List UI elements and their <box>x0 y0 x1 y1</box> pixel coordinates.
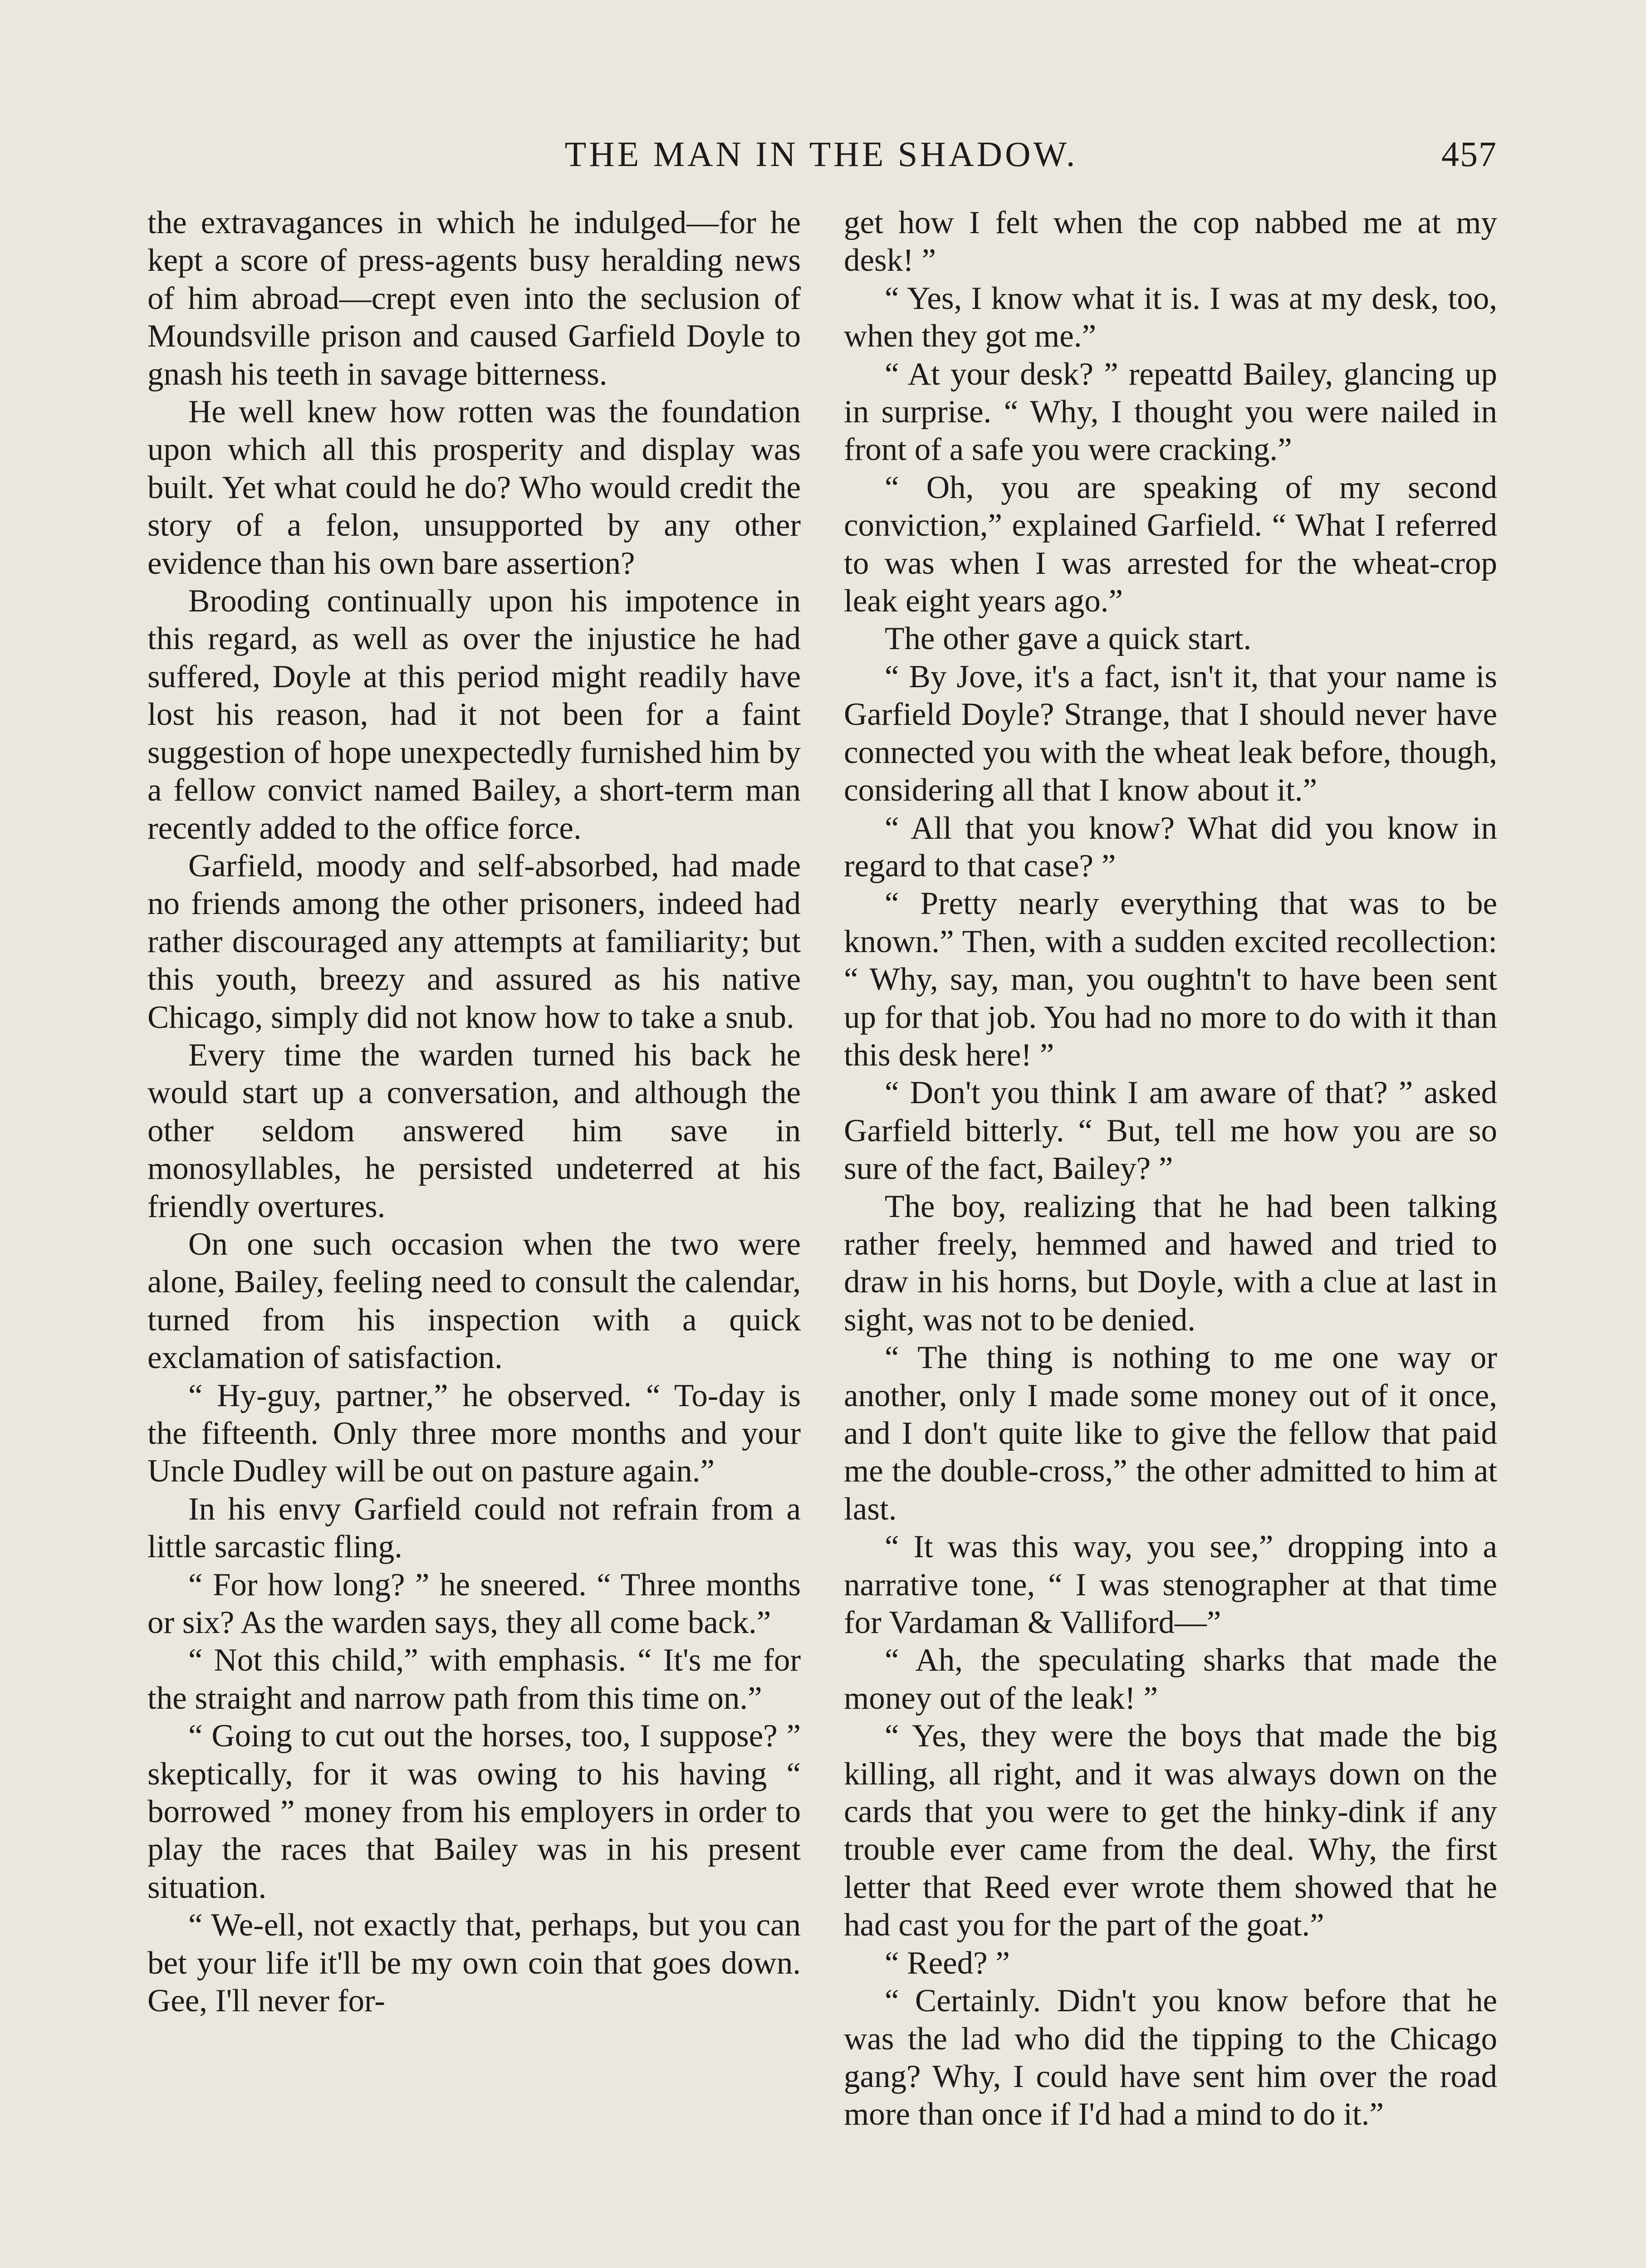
paragraph: “ All that you know? What did you know in regard to that case? ” <box>844 810 1497 884</box>
paragraph: He well knew how rotten was the foundation upon which all this prosperity and display was built. Yet what could he do? Who would credit the story of a felon, unsupported by any other evidence than his own bare assertion? <box>147 394 801 581</box>
paragraph: “ Yes, they were the boys that made the big killing, all right, and it was always down on the cards that you were to get the hinky-dink if any trouble ever came from the deal. Why, the first letter that Reed ever wrote them showed that he had cast you for the part of the goat.” <box>844 1718 1497 1943</box>
paragraph: “ By Jove, it's a fact, isn't it, that your name is Garfield Doyle? Strange, that I should never have connected you with the wheat leak before, though, considering all that I know about it.” <box>844 659 1497 808</box>
paragraph: “ Going to cut out the horses, too, I suppose? ” skeptically, for it was owing to his having “ borrowed ” money from his employers in order to play the races that Bailey was in his present situation. <box>147 1718 801 1905</box>
paragraph: “ It was this way, you see,” dropping into a narrative tone, “ I was stenographer at that time for Vardaman & Valliford—” <box>844 1529 1497 1641</box>
paragraph: Brooding continually upon his impotence in this regard, as well as over the injustice he had suffered, Doyle at this period might readily have lost his reason, had it not been for a faint suggestion of hope unexpectedly furnished him by a fellow convict named Bailey, a short-term man recently added to the office force. <box>147 583 801 846</box>
paragraph: The other gave a quick start. <box>885 621 1252 657</box>
paragraph: “ Certainly. Didn't you know before that he was the lad who did the tipping to the Chicago gang? Why, I could have sent him over the road more than once if I'd had a mind to do it.” <box>844 1983 1497 2132</box>
paragraph: Every time the warden turned his back he would start up a conversation, and although the other seldom answered him save in monosyllables, he persisted undeterred at his friendly overtures. <box>147 1037 801 1224</box>
paragraph: “ For how long? ” he sneered. “ Three months or six? As the warden says, they all come back.” <box>147 1567 801 1641</box>
paragraph: “ Pretty nearly everything that was to be known.” Then, with a sudden excited recollection: “ Why, say, man, you oughtn't to have been sent up for that job. You had no more to do with it than this desk here! ” <box>844 886 1497 1073</box>
paragraph: “ Yes, I know what it is. I was at my desk, too, when they got me.” <box>844 280 1497 354</box>
running-title: THE MAN IN THE SHADOW. <box>564 134 1078 174</box>
paragraph: “ Ah, the speculating sharks that made the money out of the leak! ” <box>844 1642 1497 1716</box>
running-head <box>145 129 1497 179</box>
paragraph: “ We-ell, not exactly that, perhaps, but you can bet your life it'll be my own coin that goes down. Gee, I'll never for- <box>147 1907 801 2019</box>
paragraph: “ Reed? ” <box>885 1945 1010 1981</box>
paragraph: “ Oh, you are speaking of my second conviction,” explained Garfield. “ What I referred to was when I was arrested for the wheat-crop leak eight years ago.” <box>844 469 1497 619</box>
paragraph: On one such occasion when the two were alone, Bailey, feeling need to consult the calendar, turned from his inspection with a quick exclamation of satisfaction. <box>147 1226 801 1376</box>
paragraph: “ At your desk? ” repeattd Bailey, glancing up in surprise. “ Why, I thought you were nailed in front of a safe you were cracking.” <box>844 356 1497 468</box>
paragraph: Garfield, moody and self-absorbed, had made no friends among the other prisoners, indeed had rather discouraged any attempts at familiarity; but this youth, breezy and assured as his native Chicago, simply did not know how to take a snub. <box>147 848 801 1035</box>
paragraph: The boy, realizing that he had been talking rather freely, hemmed and hawed and tried to draw in his horns, but Doyle, with a clue at last in sight, was not to be denied. <box>844 1188 1497 1338</box>
paragraph: In his envy Garfield could not refrain from a little sarcastic fling. <box>147 1491 801 1565</box>
paragraph: “ The thing is nothing to me one way or another, only I made some money out of it once, and I don't quite like to give the fellow that paid me the double-cross,” the other admitted to him at last. <box>844 1340 1497 1527</box>
right-column <box>844 204 1497 2134</box>
paragraph: “ Hy-guy, partner,” he observed. “ To-day is the fifteenth. Only three more months and your Uncle Dudley will be out on pasture again.” <box>147 1378 801 1489</box>
paragraph: “ Not this child,” with emphasis. “ It's me for the straight and narrow path from this time on.” <box>147 1642 801 1716</box>
paragraph: “ Don't you think I am aware of that? ” asked Garfield bitterly. “ But, tell me how you are so sure of the fact, Bailey? ” <box>844 1075 1497 1187</box>
paragraph: get how I felt when the cop nabbed me at my desk! ” <box>844 205 1497 279</box>
paragraph: the extravagances in which he indulged—for he kept a score of press-agents busy heralding news of him abroad—crept even into the seclusion of Moundsville prison and caused Garfield Doyle to gnash his teeth in savage bitterness. <box>147 205 801 392</box>
page-number: 457 <box>1441 134 1497 174</box>
left-column <box>147 204 801 2020</box>
